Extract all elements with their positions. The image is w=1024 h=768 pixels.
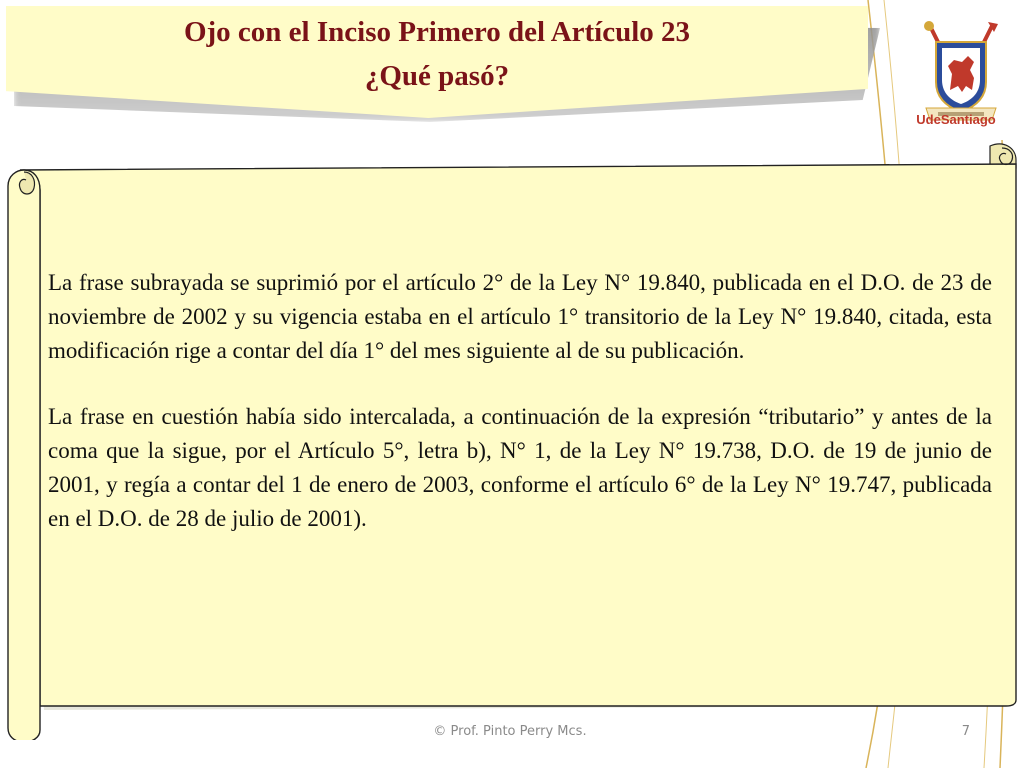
body-text (48, 266, 992, 568)
paragraph-1: La frase subrayada se suprimió por el artículo 2° de la Ley N° 19.840, publicada en el D.O. de 23 de noviembre de 2002 y su vigencia estaba en el artículo 1° transitorio de la Ley N° 19.840, citada, esta modificación rige a contar del día 1° del mes siguiente al de su publicación. (48, 270, 992, 363)
slide-subtitle: ¿Qué pasó? (364, 60, 510, 92)
footer-copyright: © Prof. Pinto Perry Mcs. (433, 724, 587, 739)
logo-text: UdeSantiago (916, 112, 996, 127)
slide-title: Ojo con el Inciso Primero del Artículo 23 (183, 16, 691, 48)
paragraph-2: La frase en cuestión había sido intercalada, a continuación de la expresión “tributario” y antes de la coma que la sigue, por el Artículo 5°, letra b), N° 1, de la Ley N° 19.738, D.O. de 19 de junio de 2001, y regía a contar del 1 de enero de 2003, conforme el artículo 6° de la Ley N° 19.747, publicada en el D.O. de 28 de julio de 2001). (48, 404, 992, 531)
page-number: 7 (961, 724, 970, 739)
